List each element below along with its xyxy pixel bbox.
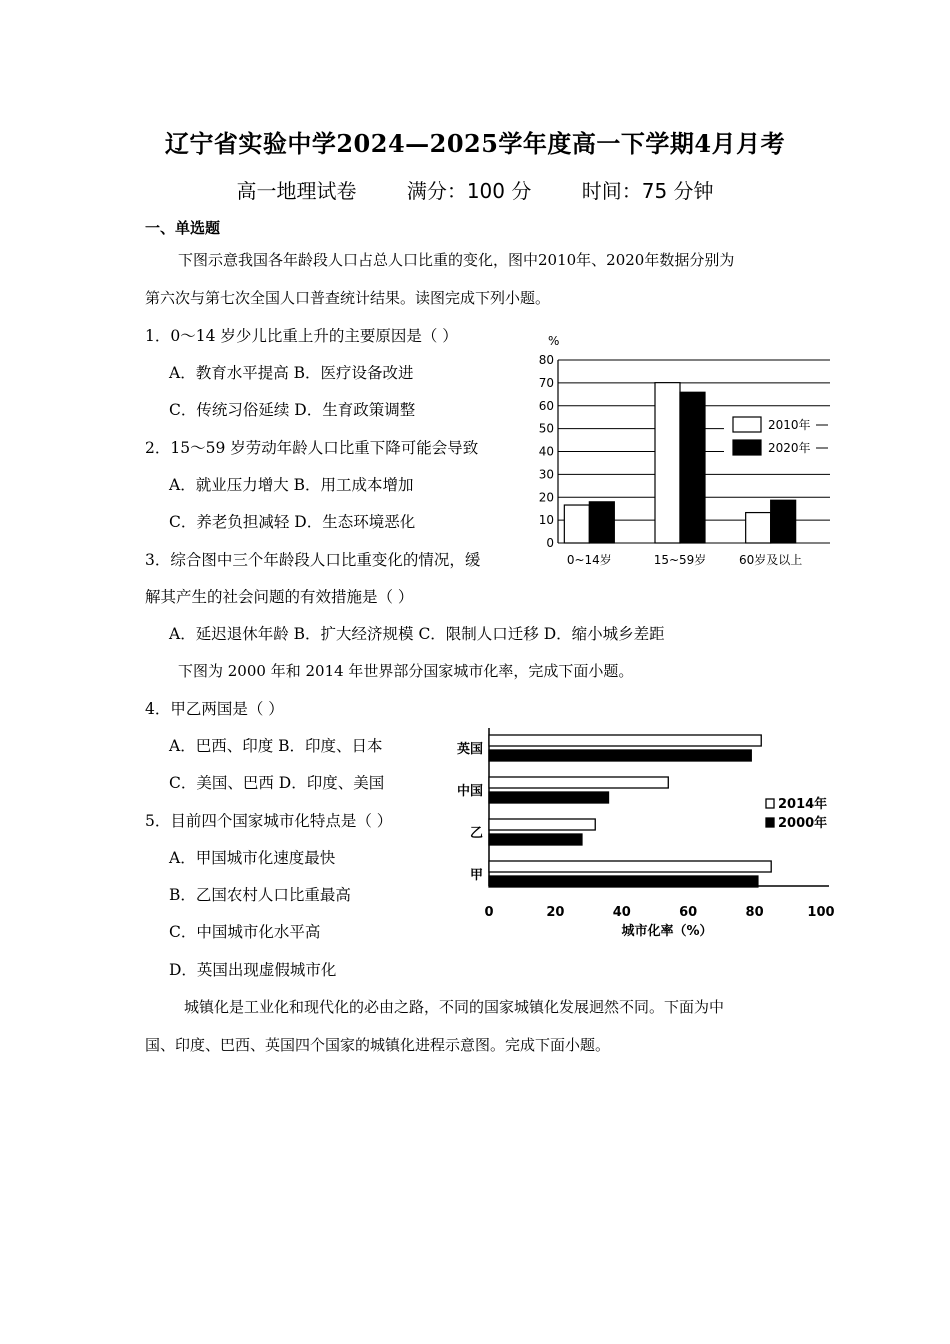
chart2-category-label: 乙 (469, 826, 483, 841)
intro1-line2: 第六次与第七次全国人口普查统计结果。读图完成下列小题。 (145, 289, 551, 307)
chart2-xtick-label: 80 (745, 905, 764, 920)
question-3-options: A．延迟退休年龄 B．扩大经济规模 C．限制人口迁移 D．缩小城乡差距 (169, 625, 665, 643)
chart1-legend-swatch (733, 417, 761, 432)
question-5-option-c: C．中国城市化水平高 (169, 923, 321, 941)
intro2: 下图为 2000 年和 2014 年世界部分国家城市化率，完成下面小题。 (178, 662, 634, 680)
age-structure-chart (528, 330, 838, 575)
section-heading: 一、单选题 (145, 219, 221, 237)
question-5-stem: 5．目前四个国家城市化特点是（ ） (145, 812, 393, 830)
question-2-options-cd: C．养老负担减轻 D．生态环境恶化 (169, 513, 416, 531)
chart1-ytick-label: 80 (538, 353, 554, 367)
chart1-category-label: 15~59岁 (653, 553, 707, 567)
chart1-bar (655, 383, 680, 543)
chart1-category-label: 60岁及以上 (739, 553, 803, 567)
question-3-stem-2: 解其产生的社会问题的有效措施是（ ） (145, 588, 414, 606)
chart1-ytick-label: 60 (538, 398, 554, 413)
question-3-stem-1: 3．综合图中三个年龄段人口比重变化的情况，缓 (145, 551, 481, 569)
chart2-xtick-label: 20 (546, 905, 565, 920)
chart1-ytick-label: 30 (538, 467, 554, 482)
chart2-category-label: 英国 (456, 742, 483, 757)
chart2-xtick-label: 0 (484, 905, 494, 920)
question-5-option-d: D．英国出现虚假城市化 (169, 961, 337, 979)
chart1-bar (589, 502, 614, 543)
chart2-bar (489, 735, 761, 746)
chart2-xtick-label: 100 (807, 905, 835, 920)
chart2-xtick-label: 60 (679, 905, 698, 920)
chart2-legend-swatch (766, 818, 774, 827)
question-1-options-cd: C．传统习俗延续 D．生育政策调整 (169, 401, 416, 419)
question-1-options-ab: A．教育水平提高 B．医疗设备改进 (169, 364, 414, 382)
exam-score: 满分：100 分 (406, 179, 532, 203)
chart1-ylabel: % (548, 334, 560, 348)
urbanization-chart (445, 722, 845, 947)
chart1-ytick-label: 40 (538, 444, 554, 459)
chart1-bar (680, 392, 705, 543)
intro3-line2: 国、印度、巴西、英国四个国家的城镇化进程示意图。完成下面小题。 (145, 1036, 611, 1054)
intro1-line1: 下图示意我国各年龄段人口占总人口比重的变化，图中2010年、2020年数据分别为 (178, 251, 735, 269)
exam-subject: 高一地理试卷 (236, 179, 357, 203)
chart1-category-label: 0~14岁 (566, 553, 612, 567)
chart2-bar (489, 861, 771, 872)
chart2-bar (489, 876, 758, 887)
question-4-options-ab: A．巴西、印度 B．印度、日本 (169, 737, 383, 755)
chart2-xtick-label: 40 (612, 905, 631, 920)
chart1-ytick-label: 70 (538, 375, 554, 390)
chart1-bar (746, 513, 771, 543)
question-2-stem: 2．15～59 岁劳动年龄人口比重下降可能会导致 (145, 439, 479, 457)
chart1-ytick-label: 0 (546, 536, 554, 550)
question-1-stem: 1．0～14 岁少儿比重上升的主要原因是（ ） (145, 327, 458, 345)
question-4-stem: 4．甲乙两国是（ ） (145, 700, 284, 718)
exam-info (0, 175, 950, 204)
question-2-options-ab: A．就业压力增大 B．用工成本增加 (169, 476, 414, 494)
chart1-legend-label: 2010年 (768, 418, 811, 432)
chart1-bar (771, 500, 796, 543)
chart2-xlabel: 城市化率（%） (621, 924, 713, 939)
chart2-legend-label: 2014年 (778, 797, 828, 812)
page-title: 辽宁省实验中学2024—2025学年度高一下学期4月月考 (164, 129, 786, 158)
chart1-ytick-label: 10 (538, 513, 554, 528)
chart1-legend-label: 2020年 (768, 441, 811, 455)
chart1-legend-swatch (733, 440, 761, 455)
chart2-bar (489, 819, 595, 830)
chart2-category-label: 中国 (456, 784, 483, 799)
chart2-bar (489, 792, 609, 803)
chart2-bar (489, 750, 751, 761)
chart1-bar (564, 505, 589, 543)
chart1-ytick-label: 20 (538, 490, 554, 505)
chart2-bar (489, 834, 582, 845)
question-5-option-b: B．乙国农村人口比重最高 (169, 886, 351, 904)
chart2-legend-label: 2000年 (778, 816, 828, 831)
question-4-options-cd: C．美国、巴西 D．印度、美国 (169, 774, 385, 792)
chart2-category-label: 甲 (469, 868, 483, 883)
chart1-ytick-label: 50 (538, 421, 554, 436)
chart2-bar (489, 777, 668, 788)
intro3-line1: 城镇化是工业化和现代化的必由之路，不同的国家城镇化发展迥然不同。下面为中 (184, 998, 725, 1016)
exam-time: 时间：75 分钟 (581, 179, 714, 203)
chart2-legend-swatch (766, 799, 774, 808)
question-5-option-a: A．甲国城市化速度最快 (169, 849, 336, 867)
